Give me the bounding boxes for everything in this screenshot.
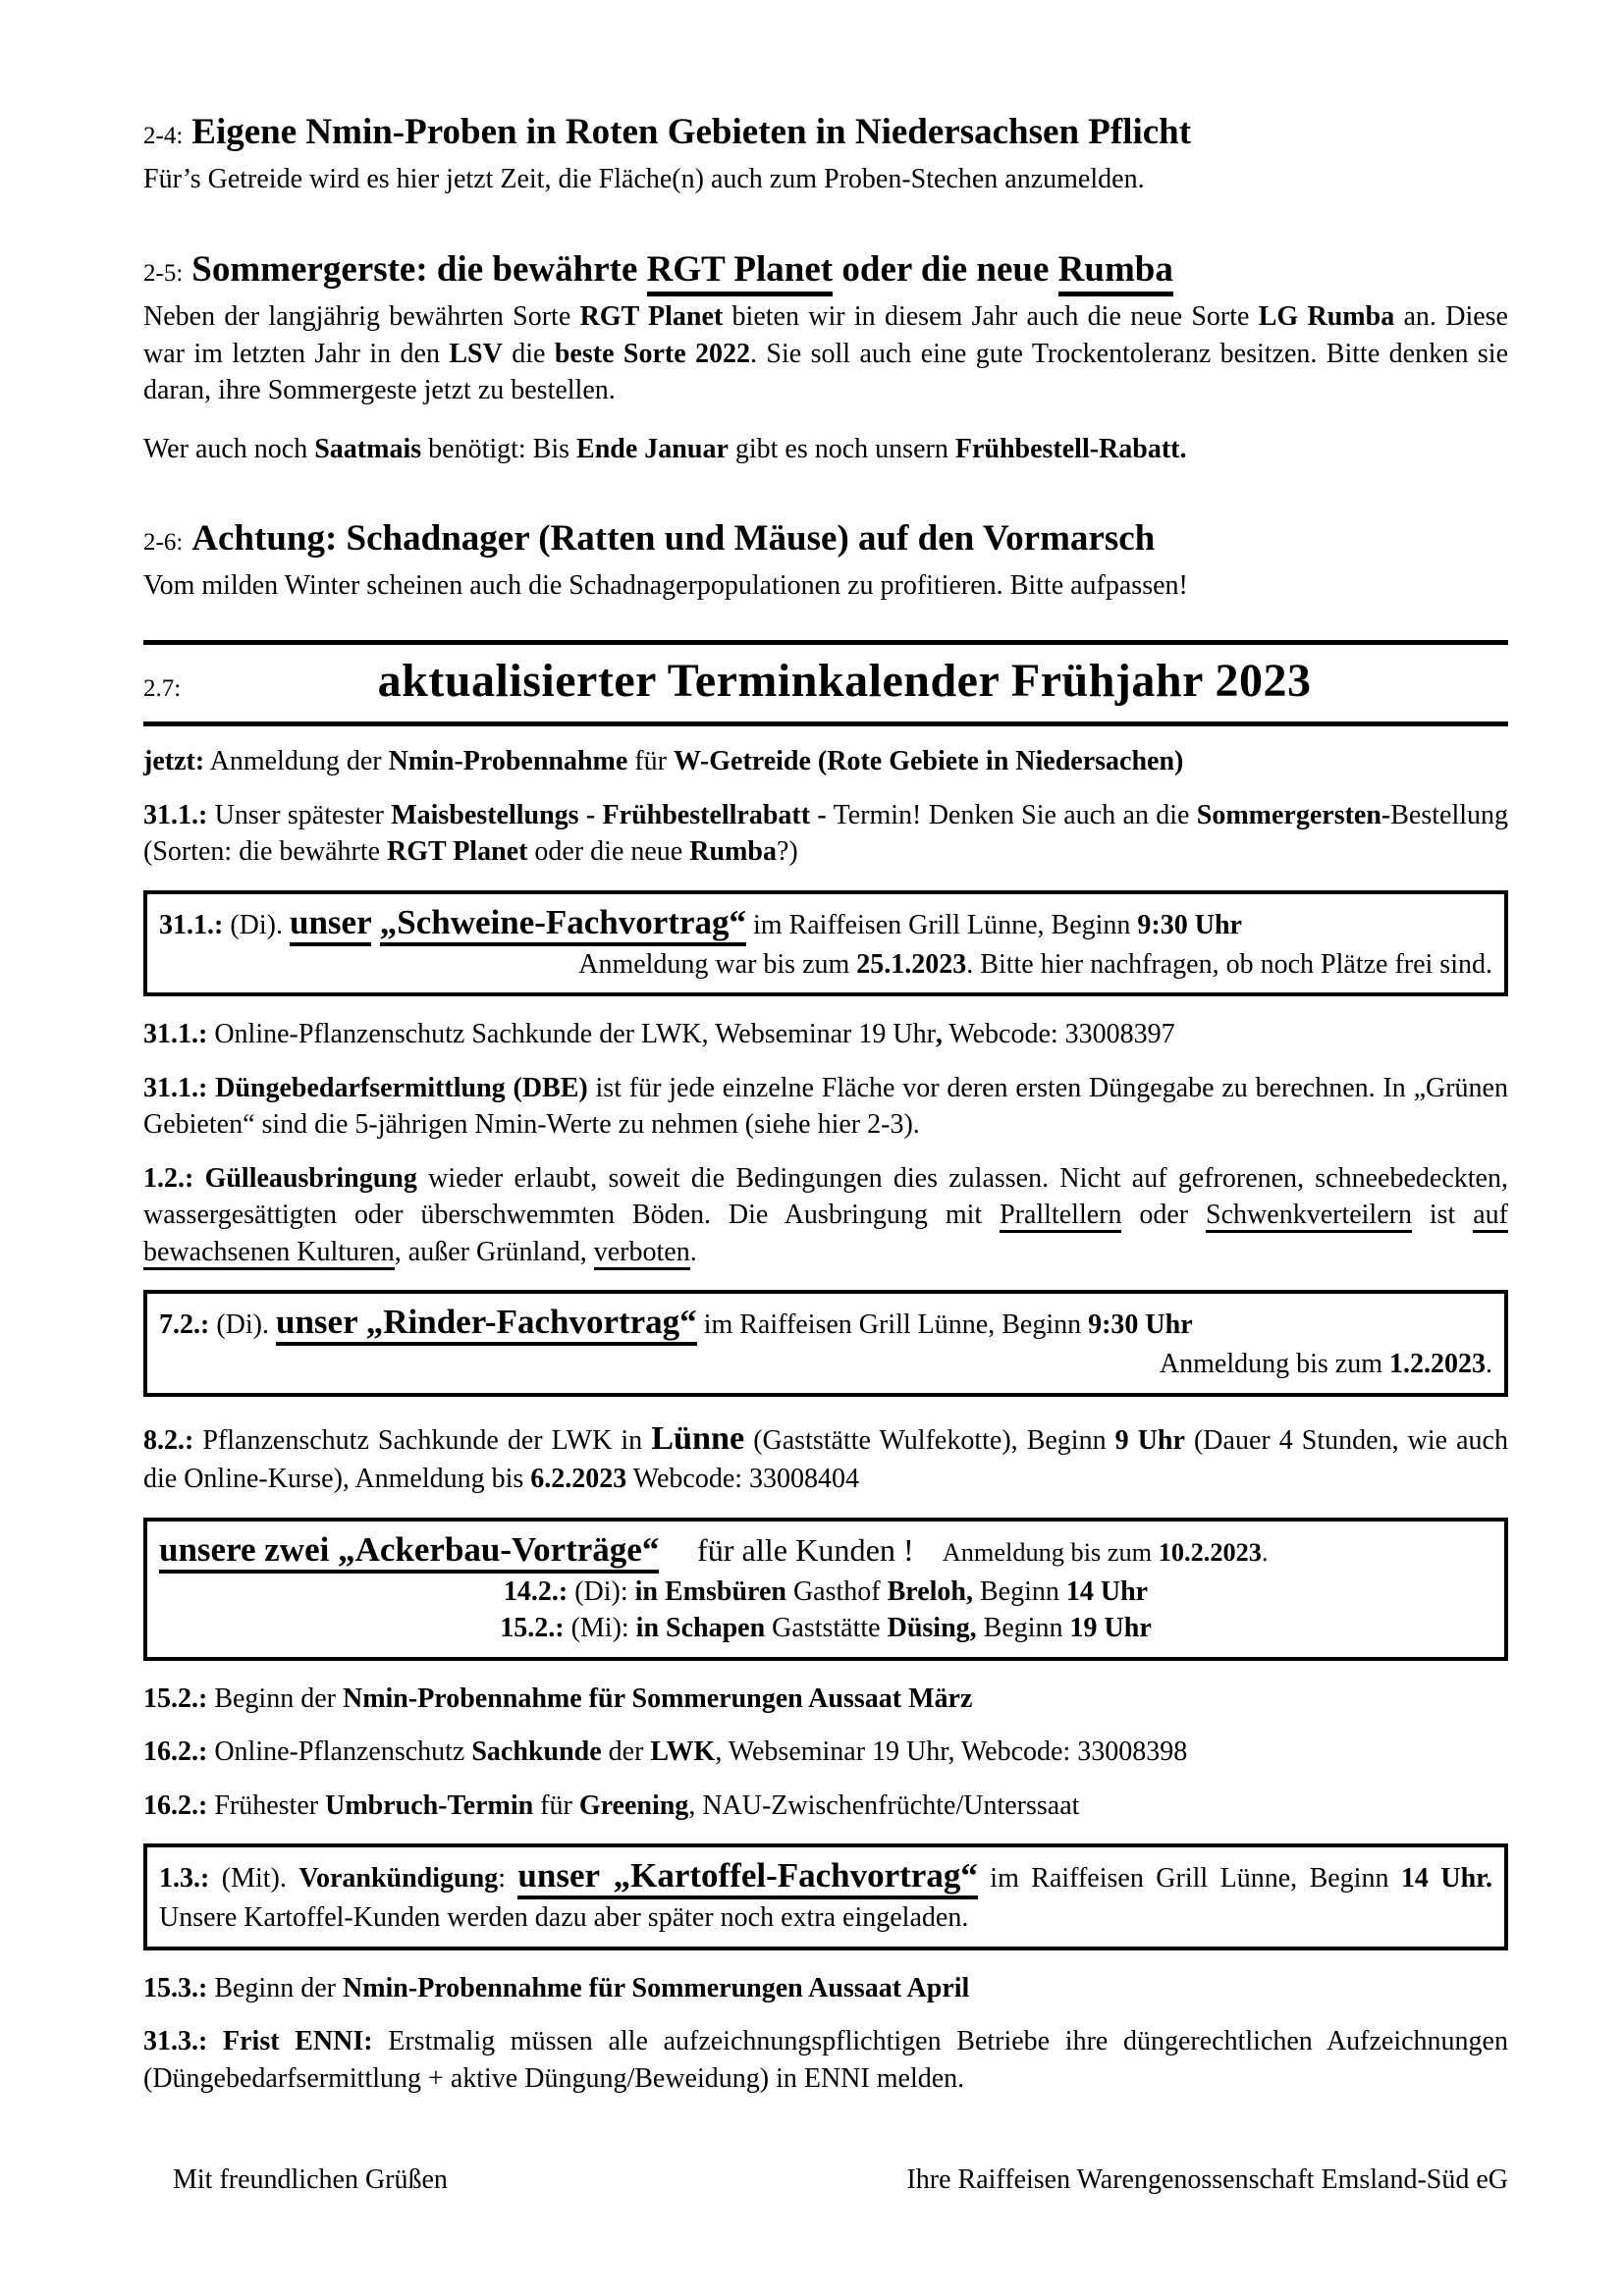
entry-16-2-online-sachkunde: 16.2.: Online-Pflanzenschutz Sachkunde der LWK, Webseminar 19 Uhr, Webcode: 33008398 <box>143 1736 1188 1768</box>
event-box-schweine-fachvortrag <box>143 890 1508 996</box>
section-2-6-body: Vom milden Winter scheinen auch die Schadnagerpopulationen zu profitieren. Bitte aufpassen! <box>143 570 1188 602</box>
event-box-rinder-fachvortrag <box>143 1290 1508 1396</box>
entry-31-1-online-sachkunde: 31.1.: Online-Pflanzenschutz Sachkunde der LWK, Webseminar 19 Uhr, Webcode: 33008397 <box>143 1019 1175 1050</box>
calendar-section-number: 2.7: <box>143 674 182 702</box>
section-2-6-number: 2-6: <box>143 529 184 557</box>
event-box-ackerbau-vortraege <box>143 1518 1508 1661</box>
entry-1-2-guelleausbringung: 1.2.: Gülleausbringung wieder erlaubt, soweit die Bedingungen dies zulassen. Nicht auf gefrorenen, schneebedeckten, wassergesättigten oder überschwemmten Böden. Die Ausbringung mit Pralltellern oder Schwenkverteilern ist auf bewachsenen Kulturen, außer Grünland, verboten. <box>143 1160 1508 1271</box>
section-2-5-heading <box>143 247 1508 293</box>
entry-8-2-sachkunde-luenne: 8.2.: Pflanzenschutz Sachkunde der LWK in Lünne (Gaststätte Wulfekotte), Beginn 9 Uhr (Dauer 4 Stunden, wie auch die Online-Kurse), Anmeldung bis 6.2.2023 Webcode: 33008404 <box>143 1419 1508 1495</box>
entry-jetzt-nmin-anmeldung: jetzt: Anmeldung der Nmin-Probennahme für W-Getreide (Rote Gebiete in Niedersachen) <box>143 746 1184 777</box>
calendar-section <box>143 640 1508 2097</box>
section-2-5-paragraph-1: Neben der langjährig bewährten Sorte RGT Planet bieten wir in diesem Jahr auch die neue Sorte LG Rumba an. Diese war im letzten Jahr in den LSV die beste Sorte 2022. Sie soll auch eine gute Trockentoleranz besitzen. Bitte denken sie daran, ihre Sommergeste jetzt zu bestellen. <box>143 301 1508 406</box>
calendar-bottom-rule <box>143 721 1508 726</box>
section-2-5-number: 2-5: <box>143 259 184 287</box>
section-2-4-body: Für’s Getreide wird es hier jetzt Zeit, die Fläche(n) auch zum Proben-Stechen anzumelden. <box>143 164 1145 195</box>
section-2-4-title: Eigene Nmin-Proben in Roten Gebieten in Niedersachsen Pflicht <box>191 112 1192 152</box>
entry-15-2-nmin-maerz: 15.2.: Beginn der Nmin-Probennahme für Sommerungen Aussaat März <box>143 1682 973 1714</box>
section-2-5-paragraph-2: Wer auch noch Saatmais benötigt: Bis Ende Januar gibt es noch unsern Frühbestell-Rabatt. <box>143 433 1187 464</box>
entry-31-1-maisbestellung: 31.1.: Unser spätester Maisbestellungs - Frühbestellrabatt - Termin! Denken Sie auch an die Sommergersten-Bestellung (Sorten: die bewährte RGT Planet oder die neue Rumba?) <box>143 799 1509 868</box>
event-box-kartoffel-fachvortrag <box>143 1843 1508 1949</box>
calendar-heading <box>143 645 1508 721</box>
ackerbau-box-line-3: 15.2.: (Mi): in Schapen Gaststätte Düsing, Beginn 19 Uhr <box>500 1613 1152 1644</box>
section-2-6 <box>143 516 1508 605</box>
calendar-entries <box>143 743 1508 2097</box>
schweine-box-line-2: Anmeldung war bis zum 25.1.2023. Bitte hier nachfragen, ob noch Plätze frei sind. <box>578 948 1492 980</box>
ackerbau-box-line-1: unsere zwei „Ackerbau-Vorträge“ für alle Kunden ! Anmeldung bis zum 10.2.2023. <box>159 1527 1492 1574</box>
schweine-box-line-1: 31.1.: (Di). unser „Schweine-Fachvortrag“ im Raiffeisen Grill Lünne, Beginn 9:30 Uhr <box>159 900 1492 946</box>
closing-greeting: Mit freundlichen Grüßen <box>173 2164 448 2196</box>
section-2-6-title: Achtung: Schadnager (Ratten und Mäuse) auf den Vormarsch <box>191 518 1156 560</box>
section-2-4-number: 2-4: <box>143 123 184 149</box>
section-2-5 <box>143 247 1508 467</box>
entry-31-1-duengebedarfsermittlung: 31.1.: Düngebedarfsermittlung (DBE) ist für jede einzelne Fläche vor deren ersten Düngegabe zu berechnen. In „Grünen Gebieten“ sind die 5-jährigen Nmin-Werte zu nehmen (siehe hier 2-3). <box>143 1072 1508 1141</box>
entry-31-3-frist-enni: 31.3.: Frist ENNI: Erstmalig müssen alle aufzeichnungspflichtigen Betriebe ihre düngerechtlichen Aufzeichnungen (Düngebedarfsermittlung + aktive Düngung/Beweidung) in ENNI melden. <box>143 2026 1508 2094</box>
ackerbau-box-line-2: 14.2.: (Di): in Emsbüren Gasthof Breloh, Beginn 14 Uhr <box>503 1575 1149 1607</box>
entry-16-2-umbruch-greening: 16.2.: Frühester Umbruch-Termin für Greening, NAU-Zwischenfrüchte/Unterssaat <box>143 1789 1080 1821</box>
section-2-4 <box>143 110 1508 198</box>
closing-signature: Ihre Raiffeisen Warengenossenschaft Emsland-Süd eG <box>906 2164 1508 2196</box>
section-2-4-heading <box>143 110 1508 155</box>
section-2-5-title: Sommergerste: die bewährte RGT Planet oder die neue Rumba <box>191 249 1173 296</box>
section-2-6-heading <box>143 516 1508 561</box>
rinder-box-line-2: Anmeldung bis zum 1.2.2023. <box>1159 1349 1492 1380</box>
closing-line <box>143 2162 1508 2199</box>
rinder-box-line-1: 7.2.: (Di). unser „Rinder-Fachvortrag“ im Raiffeisen Grill Lünne, Beginn 9:30 Uhr <box>159 1300 1492 1346</box>
calendar-title: aktualisierter Terminkalender Frühjahr 2023 <box>377 654 1312 707</box>
entry-15-3-nmin-april: 15.3.: Beginn der Nmin-Probennahme für Sommerungen Aussaat April <box>143 1972 970 2003</box>
kartoffel-box-line-1: 1.3.: (Mit). Vorankündigung: unser „Kartoffel-Fachvortrag“ im Raiffeisen Grill Lünne, Beginn 14 Uhr. Unsere Kartoffel-Kunden werden dazu aber später noch extra eingeladen. <box>159 1856 1492 1934</box>
